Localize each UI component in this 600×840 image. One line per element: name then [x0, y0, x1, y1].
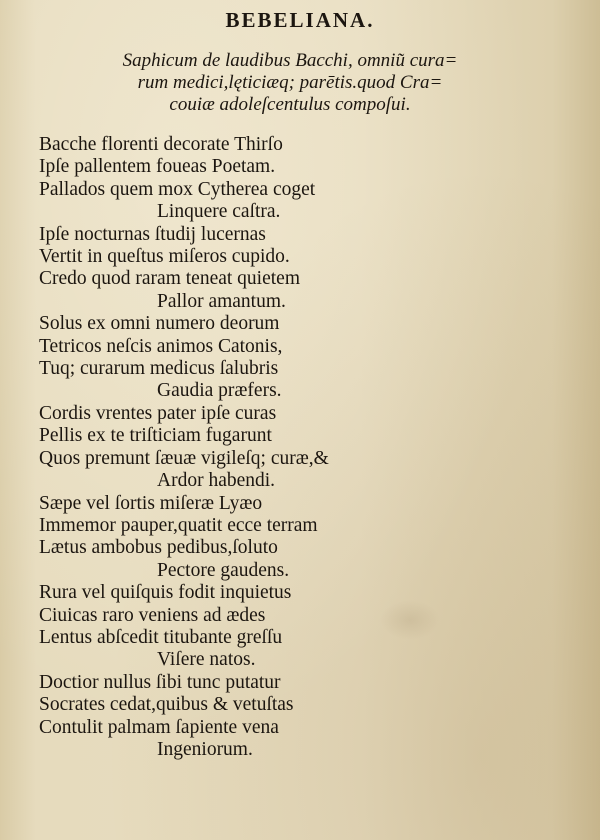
poem-line: Sæpe vel ſortis miſeræ Lyæo [39, 492, 263, 514]
poem-line: Tuq; curarum medicus ſalubris [39, 358, 279, 380]
poem-line: Cordis vrentes pater ipſe curas [39, 402, 277, 424]
poem-line: Lætus ambobus pedibus,ſoluto [39, 537, 278, 559]
poem-line: Quos premunt ſæuæ vigileſq; curæ,& [39, 447, 329, 469]
poem-line: Immemor pauper,quatit ecce terram [39, 514, 318, 536]
poem-body [39, 134, 459, 761]
poem-line-indented: Gaudia præfers. [157, 380, 282, 402]
poem-line: Bacche florenti decorate Thirſo [39, 134, 283, 155]
poem-line: Ciuicas raro veniens ad ædes [39, 604, 266, 626]
poem-line-indented: Pectore gaudens. [157, 559, 290, 581]
poem-line: Pellis ex te triſticiam fugarunt [39, 425, 272, 447]
heading-line: rum medici,lęticiæq; parētis.quod Cra= [137, 72, 443, 93]
poem-line: Socrates cedat,quibus & vetuſtas [39, 694, 294, 716]
running-header: BEBELIANA. [225, 8, 375, 32]
poem-line-indented: Ingeniorum. [157, 738, 253, 760]
poem-line: Rura vel quiſquis fodit inquietus [39, 582, 292, 604]
poem-line-indented: Linquere caſtra. [157, 201, 281, 223]
poem-line: Lentus abſcedit titubante greſſu [39, 626, 283, 648]
poem-line: Pallados quem mox Cytherea coget [39, 178, 316, 200]
heading-line: Saphicum de laudibus Bacchi, omniu͂ cura= [122, 50, 458, 71]
poem-line: Contulit palmam ſapiente vena [39, 716, 279, 738]
poem-line-indented: Pallor amantum. [157, 290, 286, 312]
poem-line: Ipſe pallentem foueas Poetam. [39, 156, 276, 178]
poem-line: Solus ex omni numero deorum [39, 313, 280, 335]
poem-line: Vertit in queſtus miſeros cupido. [39, 246, 290, 268]
poem-line: Ipſe nocturnas ſtudij lucernas [39, 223, 266, 245]
poem-heading [60, 50, 520, 116]
heading-line: couiæ adoleſcentulus compoſui. [169, 94, 411, 115]
poem-line: Credo quod raram teneat quietem [39, 268, 300, 290]
poem-line: Tetricos neſcis animos Catonis, [39, 335, 283, 357]
poem-line-indented: Viſere natos. [157, 649, 256, 671]
poem-line: Doctior nullus ſibi tunc putatur [39, 671, 281, 693]
poem-line-indented: Ardor habendi. [157, 470, 276, 492]
